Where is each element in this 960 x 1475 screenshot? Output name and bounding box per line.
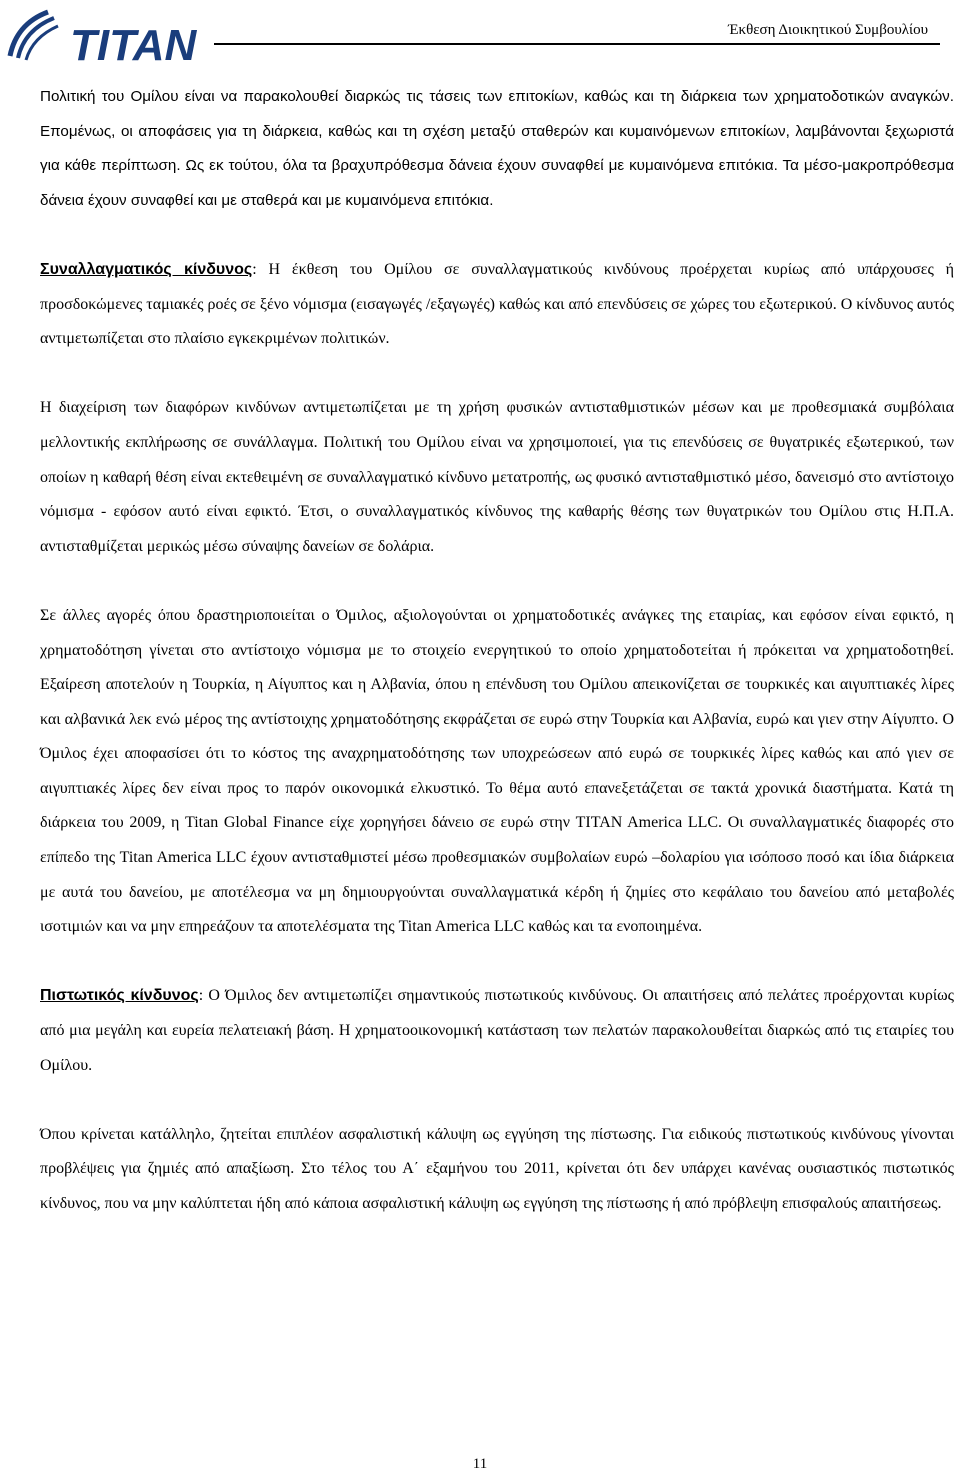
logo-wordmark: TITAN xyxy=(70,21,197,70)
heading-credit-risk: Πιστωτικός κίνδυνος xyxy=(40,987,199,1005)
paragraph-insurance-coverage: Όπου κρίνεται κατάλληλο, ζητείται επιπλέον ασφαλιστική κάλυψη ως εγγύηση της πίστωσης. Για ειδικούς πιστωτικούς κινδύνους γίνονται προβλέψεις για ζημιές από απαξίωση. Στο τέλος του Α΄ εξαμήνου του 2011, κρίνεται ότι δεν υπάρχει κανένας ουσιαστικός πιστωτικός κίνδυνος, που να μην καλύπτεται ήδη από κάποια ασφαλιστική κάλυψη ως εγγύηση της πίστωσης ή από πρόβλεψη επισφαλούς απαιτήσεως. xyxy=(40,1125,954,1212)
titan-logo-graphic xyxy=(4,8,214,70)
heading-fx-risk: Συναλλαγματικός κίνδυνος xyxy=(40,260,253,278)
fx-risk-text: : Η έκθεση του Ομίλου σε συναλλαγματικούς κινδύνους προέρχεται κυρίως από υπάρχουσες ή προσδοκώμενες ταμιακές ροές σε ξένο νόμισμα (εισαγωγές /εξαγωγές) καθώς και από επενδύσεις σε χώρες του εξωτερικού. Ο κίνδυνος αυτός αντιμετωπίζεται στο πλαίσιο εγκεκριμένων πολιτικών. xyxy=(40,260,954,348)
paragraph-fx-risk xyxy=(40,253,954,357)
credit-risk-text: : Ο Όμιλος δεν αντιμετωπίζει σημαντικούς πιστωτικούς κινδύνους. Οι απαιτήσεις από πελάτες προέρχονται κυρίως από μια μεγάλη και ευρεία πελατειακή βάση. Η χρηματοοικονομική κατάσταση των πελατών παρακολουθείται διαρκώς από τις εταιρίες του Ομίλου. xyxy=(40,987,954,1074)
titan-logo xyxy=(4,8,214,70)
paragraph-other-markets: Σε άλλες αγορές όπου δραστηριοποιείται ο Όμιλος, αξιολογούνται οι χρηματοδοτικές ανάγκες της εταιρίας, και εφόσον είναι εφικτό, η χρηματοδότηση γίνεται στο αντίστοιχο νόμισμα με το στοιχείο ενεργητικού το οποίο χρηματοδοτείται ή πρόκειται να χρηματοδοτηθεί. Εξαίρεση αποτελούν η Τουρκία, η Αίγυπτος και η Αλβανία, όπου η επένδυση του Ομίλου απεικονίζεται σε τουρκικές και αιγυπτιακές λίρες και αλβανικά λεκ ενώ μέρος της αντίστοιχης χρηματοδότησης εκφράζεται σε ευρώ στην Τουρκία και Αλβανία, ευρώ και γιεν στην Αίγυπτο. Ο Όμιλος έχει αποφασίσει ότι το κόστος της αναχρηματοδότησης των υποχρεώσεων από ευρώ σε τουρκικές λίρες καθώς και από γιεν σε αιγυπτιακές λίρες δεν είναι προς το παρόν οικονομικά ελκυστικό. Το θέμα αυτό επανεξετάζεται σε τακτά χρονικά διαστήματα. Κατά τη διάρκεια του 2009, η Titan Global Finance είχε χορηγήσει δάνειο σε ευρώ στην TITAN America LLC. Οι συναλλαγματικές διαφορές στο επίπεδο της Titan America LLC έχουν αντισταθμιστεί μέσω προθεσμιακών συμβολαίων ευρώ –δολαρίου για ισόποσο ποσό και ίδια διάρκεια με αυτά του δανείου, με αποτέλεσμα να μη δημιουργούνται συναλλαγματικά κέρδη ή ζημίες στο κεφάλαιο του δανείου από μεταβολές ισοτιμιών και να μην επηρεάζουν τα αποτελέσματα της Titan America LLC καθώς και τα ενοποιημένα. xyxy=(40,606,954,936)
report-title: Έκθεση Διοικητικού Συμβουλίου xyxy=(728,22,928,38)
paragraph-credit-risk xyxy=(40,979,954,1083)
header-divider xyxy=(214,43,940,45)
paragraph-risk-management: Η διαχείριση των διαφόρων κινδύνων αντιμετωπίζεται με τη χρήση φυσικών αντισταθμιστικών μέσων και με προθεσμιακά συμβόλαια μελλοντικής εκπλήρωσης σε συνάλλαγμα. Πολιτική του Ομίλου είναι να χρησιμοποιεί, για τις επενδύσεις σε θυγατρικές εξωτερικού, των οποίων η καθαρή θέση είναι εκτεθειμένη σε συναλλαγματικό κίνδυνο μετατροπής, ως φυσικό αντισταθμιστικό μέσο, δανεισμό στο αντίστοιχο νόμισμα - εφόσον αυτό είναι εφικτό. Έτσι, ο συναλλαγματικός κίνδυνος της καθαρής θέσης των θυγατρικών του Ομίλου στις Η.Π.Α. αντισταθμίζεται μερικώς μέσω σύναψης δανείων σε δολάρια. xyxy=(40,399,954,555)
paragraph-interest-policy: Πολιτική του Ομίλου είναι να παρακολουθεί διαρκώς τις τάσεις των επιτοκίων, καθώς και τη διάρκεια των χρηματοδοτικών αναγκών. Επομένως, οι αποφάσεις για τη διάρκεια, καθώς και τη σχέση μεταξύ σταθερών και κυμαινόμενων επιτοκίων, λαμβάνονται ξεχωριστά για κάθε περίπτωση. Ως εκ τούτου, όλα τα βραχυπρόθεσμα δάνεια έχουν συναφθεί με κυμαινόμενα επιτόκια. Τα μέσο-μακροπρόθεσμα δάνεια έχουν συναφθεί και με σταθερά και με κυμαινόμενα επιτόκια. xyxy=(40,88,954,209)
document-body xyxy=(40,80,954,1222)
page-number: 11 xyxy=(472,1456,488,1472)
page-header xyxy=(0,0,960,70)
